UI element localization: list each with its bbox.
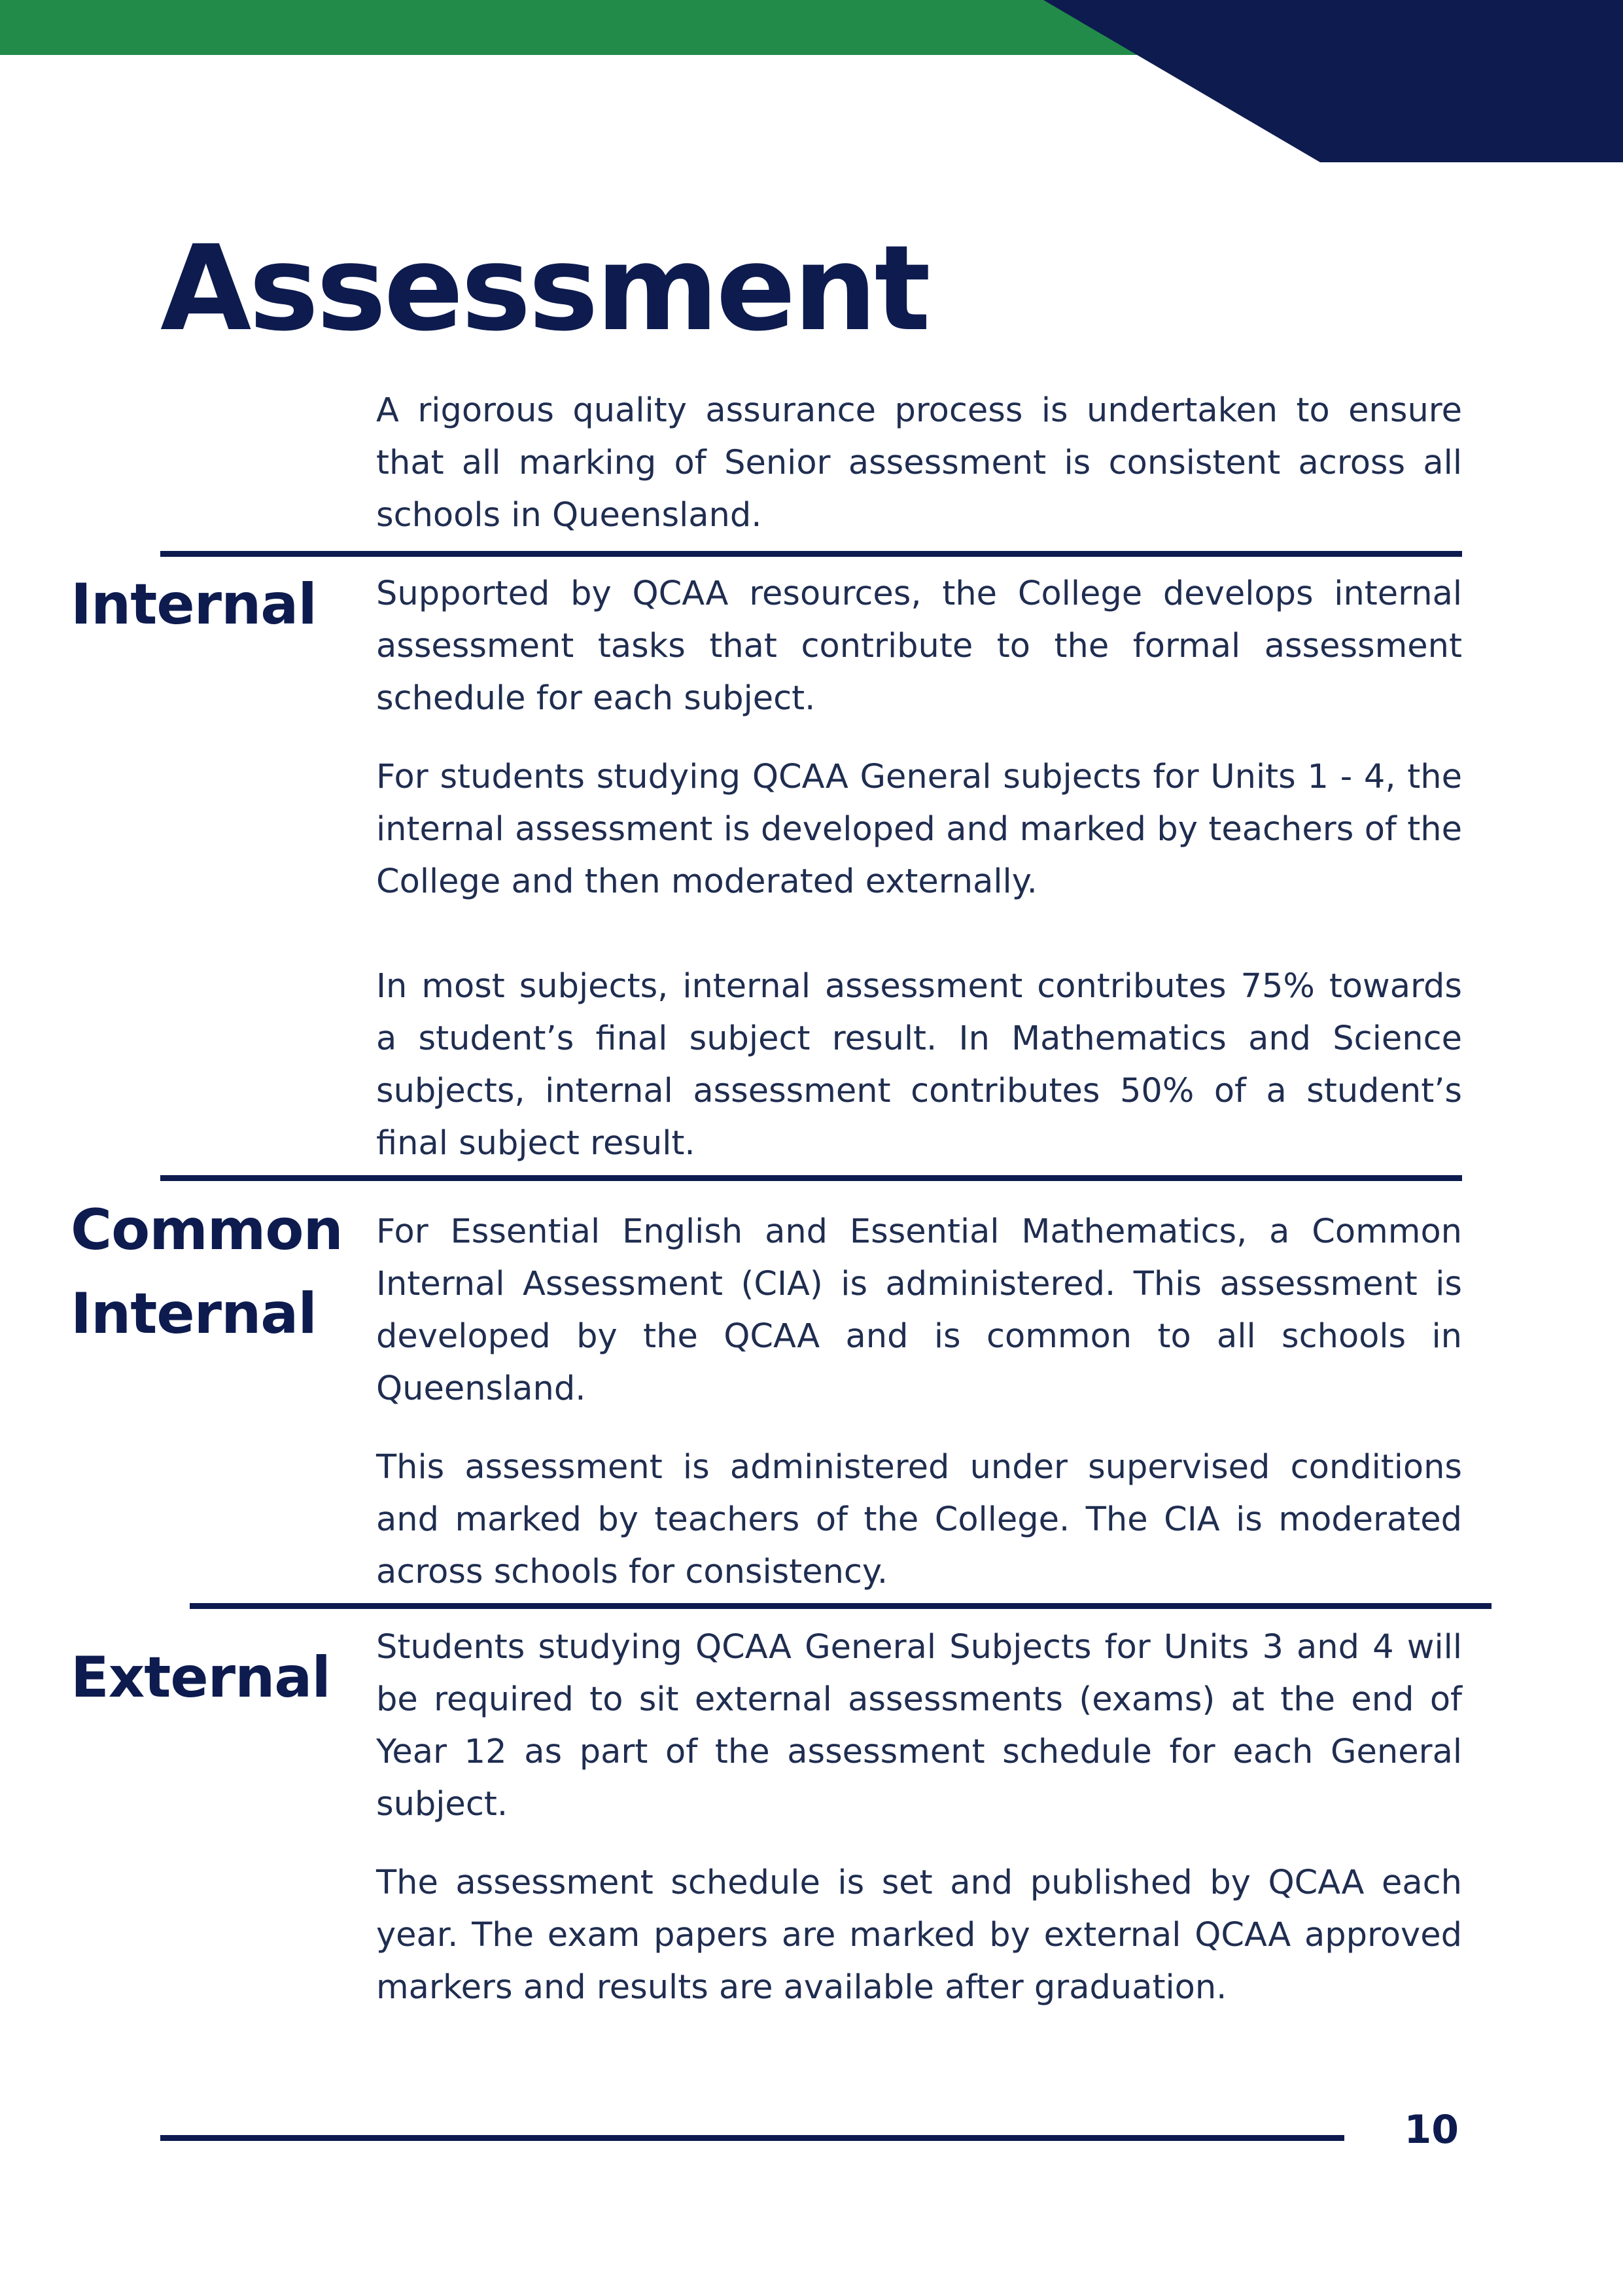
section-label-common-line1: Common — [71, 1197, 343, 1263]
footer-rule — [160, 2135, 1344, 2141]
internal-paragraph-1: Supported by QCAA resources, the College develops internal assessment tasks that contribute to the formal assessment schedule for each subject. — [376, 574, 1462, 718]
intro-paragraph: A rigorous quality assurance process is undertaken to ensure that all marking of Senior assessment is consistent across all schools in Queensland. — [376, 391, 1462, 535]
header-green-band — [0, 0, 1151, 55]
external-paragraph-1: Students studying QCAA General Subjects for Units 3 and 4 will be required to sit external assessments (exams) at the end of Year 12 as part of the assessment schedule for each General subject. — [376, 1628, 1462, 1824]
internal-paragraph-2: For students studying QCAA General subjects for Units 1 - 4, the internal assessment is developed and marked by teachers of the College and then moderated externally. — [376, 758, 1462, 901]
section-label-common-internal — [71, 1188, 343, 1356]
section-label-external: External — [71, 1645, 330, 1710]
section-divider-internal — [160, 551, 1462, 557]
common-internal-paragraph-2: This assessment is administered under supervised conditions and marked by teachers of the College. The CIA is moderated across schools for consistency. — [376, 1448, 1462, 1591]
section-divider-external — [190, 1603, 1492, 1609]
common-internal-paragraph-1: For Essential English and Essential Mathematics, a Common Internal Assessment (CIA) is administered. This assessment is developed by the QCAA and is common to all schools in Queensland. — [376, 1212, 1462, 1408]
section-divider-common-internal — [160, 1175, 1462, 1181]
page-title: Assessment — [160, 221, 928, 357]
external-paragraph-2: The assessment schedule is set and published by QCAA each year. The exam papers are marked by external QCAA approved markers and results are available after graduation. — [376, 1863, 1462, 2007]
internal-paragraph-3: In most subjects, internal assessment contributes 75% towards a student’s final subject result. In Mathematics and Science subjects, internal assessment contributes 50% of a student’s final subject result. — [376, 967, 1462, 1163]
section-label-common-line2: Internal — [71, 1281, 317, 1347]
section-label-internal: Internal — [71, 572, 317, 637]
page-number: 10 — [1404, 2107, 1459, 2153]
